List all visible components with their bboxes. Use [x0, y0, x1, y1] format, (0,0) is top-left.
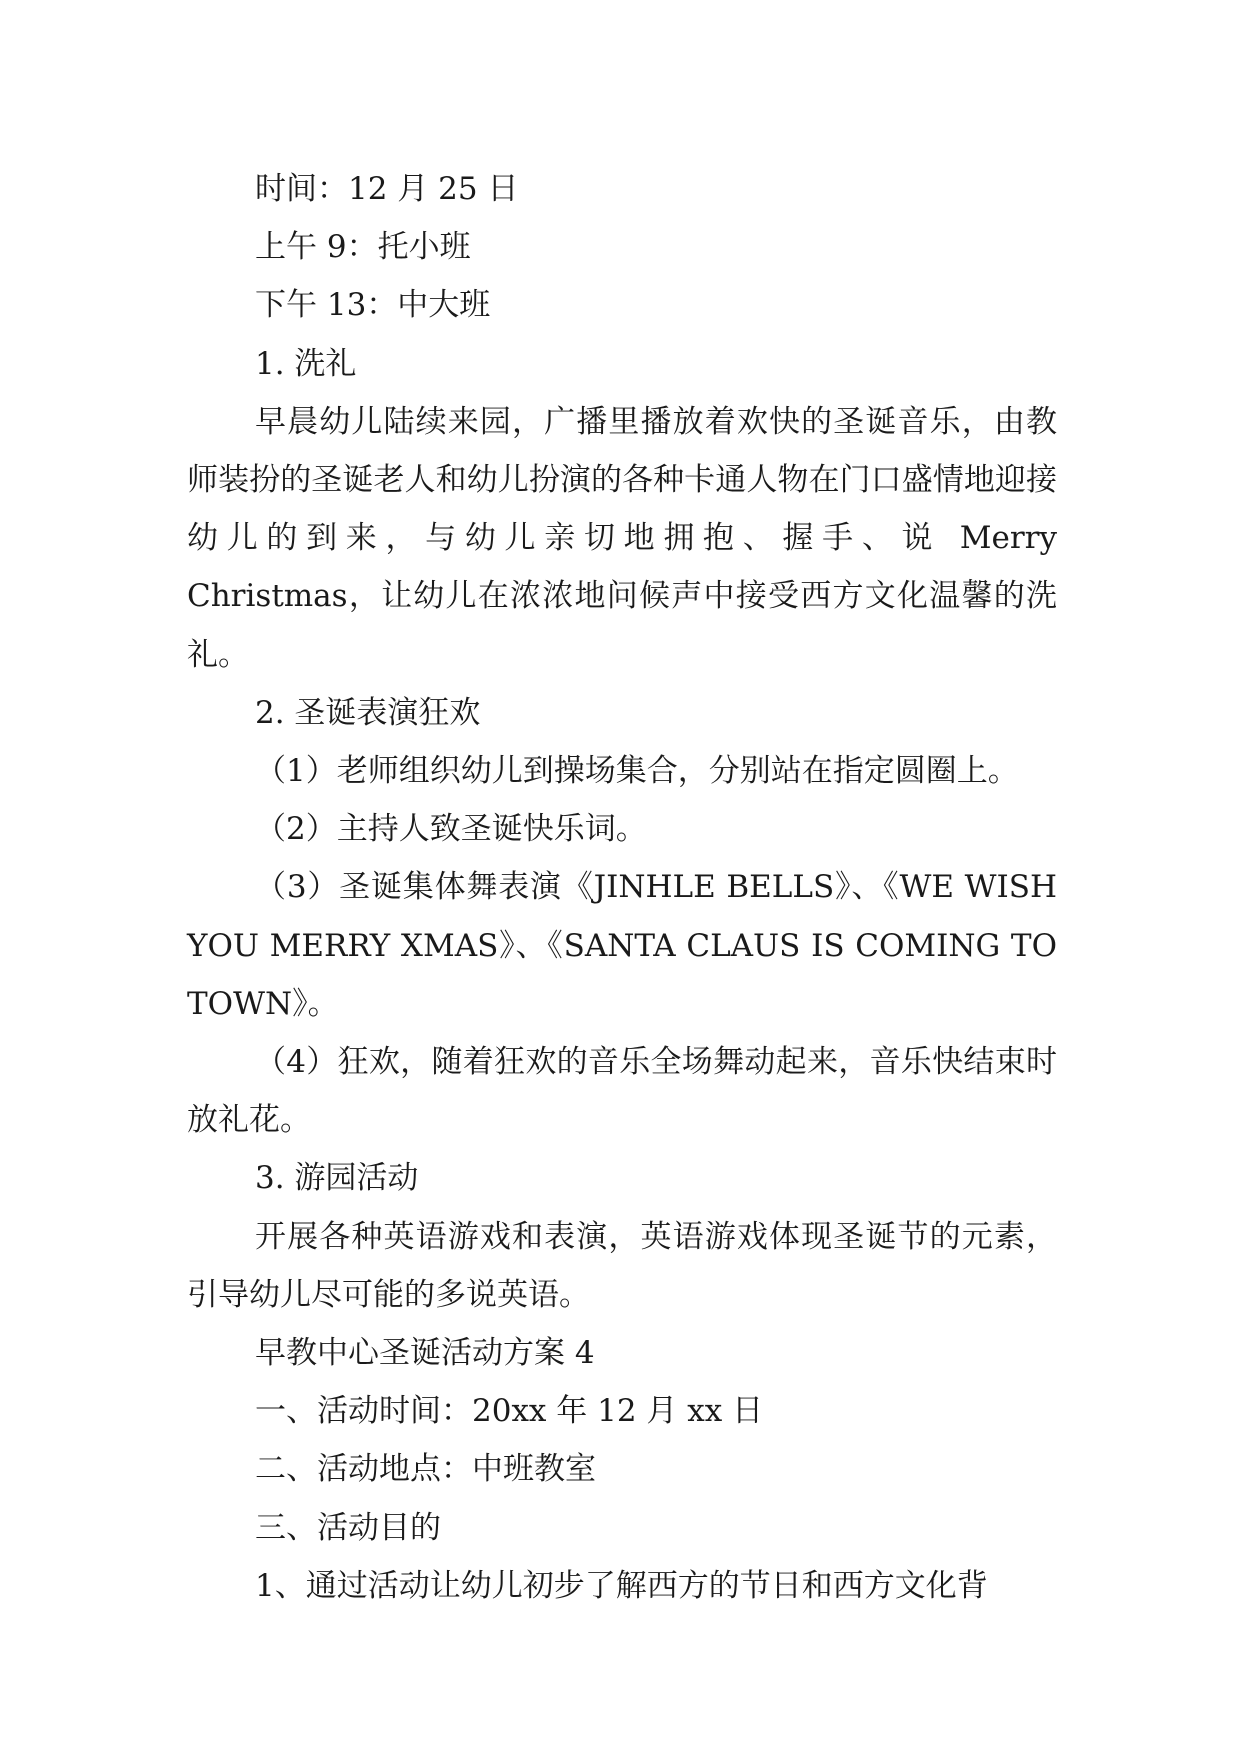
afternoon-schedule: 下午 13：中大班	[255, 287, 491, 324]
activity-time: 一、活动时间：20xx 年 12 月 xx 日	[255, 1393, 764, 1430]
document-body	[187, 160, 1057, 1615]
baptism-paragraph: 早晨幼儿陆续来园，广播里播放着欢快的圣诞音乐，由教师装扮的圣诞老人和幼儿扮演的各种卡通人物在门口盛情地迎接幼儿的到来，与幼儿亲切地拥抱、握手、说 Merry Christmas，让幼儿在浓浓地问候声中接受西方文化温馨的洗礼。	[187, 403, 1057, 673]
activity-purpose-item-1: 1、通过活动让幼儿初步了解西方的节日和西方文化背	[255, 1567, 988, 1604]
performance-item-2: （2）主持人致圣诞快乐词。	[255, 811, 647, 848]
section-heading-garden: 3. 游园活动	[255, 1160, 419, 1197]
performance-item-3: （3）圣诞集体舞表演《JINHLE BELLS》、《WE WISH YOU MERRY XMAS》、《SANTA CLAUS IS COMING TO TOWN》。	[187, 869, 1057, 1022]
section-heading-baptism: 1. 洗礼	[255, 345, 357, 382]
plan-title: 早教中心圣诞活动方案 4	[255, 1335, 595, 1372]
activity-location: 二、活动地点：中班教室	[255, 1451, 596, 1488]
performance-item-1: （1）老师组织幼儿到操场集合，分别站在指定圆圈上。	[255, 753, 1019, 790]
garden-paragraph: 开展各种英语游戏和表演，英语游戏体现圣诞节的元素，引导幼儿尽可能的多说英语。	[187, 1218, 1057, 1313]
activity-purpose-heading: 三、活动目的	[255, 1509, 441, 1546]
performance-item-4: （4）狂欢，随着狂欢的音乐全场舞动起来，音乐快结束时放礼花。	[187, 1044, 1057, 1139]
time-line: 时间：12 月 25 日	[255, 171, 519, 207]
section-heading-performance: 2. 圣诞表演狂欢	[255, 694, 481, 731]
morning-schedule: 上午 9：托小班	[255, 229, 471, 266]
